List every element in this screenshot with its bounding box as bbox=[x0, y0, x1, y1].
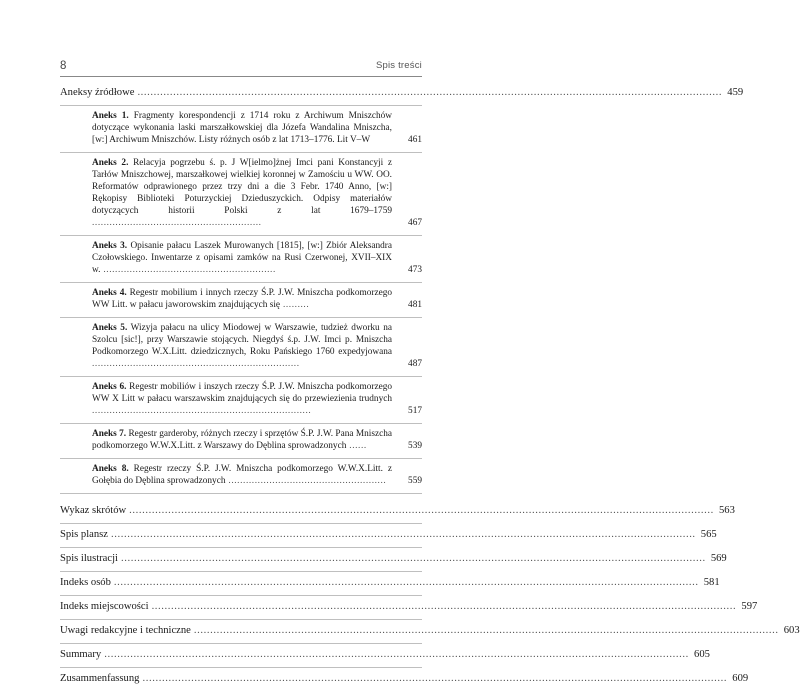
toc-entry-title: Summary bbox=[60, 649, 102, 660]
annex-title: Fragmenty korespondencji z 1714 roku z Archiwum Mniszchów dotyczące wykonania laski marszałkowskiej dla Józefa Wandalina Mniszcha, [w:] Archiwum Mniszchów. Listy różnych osób z lat 1713–1776. Lit V–W bbox=[92, 111, 392, 145]
page-header bbox=[60, 58, 422, 77]
toc-entry-zusammenfassung[interactable] bbox=[60, 668, 749, 691]
leader-dots: .................................................................................................................................................................................... bbox=[129, 505, 714, 516]
annex-text bbox=[92, 110, 392, 146]
toc-entry-page: 581 bbox=[703, 577, 720, 588]
annex-page: 559 bbox=[408, 476, 422, 486]
leader-dots: .................................................................................................................................................................................... bbox=[113, 577, 699, 588]
annex-title: Regestr rzeczy Ś.P. J.W. Mniszcha podkomorzego W.W.X.Litt. z Gołębia do Dęblina sprowadzonych bbox=[92, 464, 392, 486]
annex-text: Aneks 6. Regestr mobiliów i inszych rzeczy Ś.P. J.W. Mniszcha podkomorzego WW X Litt w pałacu warszawskim znajdujących się do przewiezienia trudnych ........................................................................... bbox=[92, 382, 393, 416]
toc-entry-aneksy[interactable] bbox=[60, 82, 744, 106]
toc-entry-title: Aneksy źródłowe bbox=[60, 87, 135, 98]
annex-text: Aneks 4. Regestr mobilium i innych rzeczy Ś.P. J.W. Mniszcha podkomorzego WW Litt. w pałacu jaworowskim znajdujących się ......... bbox=[92, 288, 392, 310]
toc-entry-spis-ilustracji[interactable] bbox=[60, 548, 727, 572]
annex-text: Aneks 5. Wizyja pałacu na ulicy Miodowej w Warszawie, tudzież dworku na Szolcu [sic!], przy Warszawie stojących. Niegdyś ś.p. J.W. Imci p. Mniszcha Podkomorzego W.X.Litt. dziedzicznych, Roku Pańskiego 1760 expedyjowana ....................................................................... bbox=[92, 323, 392, 369]
leader-dots: .................................................................................................................................................................................... bbox=[142, 673, 728, 684]
annex-text: Aneks 3. Opisanie pałacu Laszek Murowanych [1815], [w:] Zbiór Aleksandra Czołowskiego. Inwentarze z opisami zamków na Rusi Czerwonej, XVII–XIX w. ........................................................... bbox=[92, 241, 392, 275]
annex-page: 467 bbox=[408, 218, 422, 228]
annex-entry-4[interactable] bbox=[60, 283, 422, 318]
annex-title: Opisanie pałacu Laszek Murowanych [1815], [w:] Zbiór Aleksandra Czołowskiego. Inwentarze z opisami zamków na Rusi Czerwonej, XVII–XIX w. bbox=[92, 241, 392, 275]
toc-entry-title: Wykaz skrótów bbox=[60, 505, 127, 516]
annex-label: Aneks 7. bbox=[92, 429, 127, 439]
annex-entry-3[interactable] bbox=[60, 236, 422, 283]
leader-dots: .................................................................................................................................................................................... bbox=[193, 625, 779, 636]
annex-label: Aneks 1. bbox=[92, 111, 129, 121]
annex-title: Regestr mobiliów i inszych rzeczy Ś.P. J.W. Mniszcha podkomorzego WW X Litt w pałacu warszawskim znajdujących się do przewiezienia trudnych bbox=[92, 382, 393, 404]
annex-page: 473 bbox=[408, 265, 422, 275]
annex-entry-6[interactable] bbox=[60, 377, 422, 424]
toc-entry-title: Indeks miejscowości bbox=[60, 601, 149, 612]
leader-dots: .................................................................................................................................................................................... bbox=[120, 553, 706, 564]
annex-label: Aneks 8. bbox=[92, 464, 129, 474]
annex-text: Aneks 8. Regestr rzeczy Ś.P. J.W. Mniszcha podkomorzego W.W.X.Litt. z Gołębia do Dęblina sprowadzonych ...................................................... bbox=[92, 464, 392, 486]
toc-entry-summary[interactable] bbox=[60, 644, 710, 668]
leader-dots: .................................................................................................................................................................................... bbox=[151, 601, 737, 612]
toc-entry-page: 565 bbox=[700, 529, 717, 540]
toc-entry-page: 569 bbox=[710, 553, 727, 564]
annex-page: 539 bbox=[408, 441, 422, 451]
leader-dots: .................................................................................................................................................................................... bbox=[104, 649, 689, 660]
annex-page: 487 bbox=[408, 359, 422, 369]
toc-entry-title: Indeks osób bbox=[60, 577, 111, 588]
toc-entry-uwagi[interactable] bbox=[60, 620, 800, 644]
toc-entry-title: Spis plansz bbox=[60, 529, 108, 540]
annex-entry-1[interactable] bbox=[60, 106, 422, 153]
running-head: Spis treści bbox=[375, 60, 422, 71]
annex-entry-5[interactable] bbox=[60, 318, 422, 377]
annex-entry-8[interactable] bbox=[60, 459, 422, 494]
leader-dots: .................................................................................................................................................................................... bbox=[137, 87, 723, 98]
annex-page: 481 bbox=[408, 300, 422, 310]
annex-label: Aneks 5. bbox=[92, 323, 128, 333]
annex-title: Wizyja pałacu na ulicy Miodowej w Warszawie, tudzież dworku na Szolcu [sic!], przy Warszawie stojących. Niegdyś ś.p. J.W. Imci p. Mniszcha Podkomorzego W.X.Litt. dziedzicznych, Roku Pańskiego 1760 expedyjowana bbox=[92, 323, 392, 357]
annex-text: Aneks 2. Relacyja pogrzebu ś. p. J W[ielmo]żnej Imci pani Konstancyji z Tarłów Mniszchowej, marszałkowej wielkiej koronnej w Zamościu u WW. OO. Reformatów odprawionego przez trzy dni a die 3 Febr. 1740 Anno, [w:] Rękopisy Biblioteki Poturzyckiej Dzieduszyckich. Odpisy materiałów dotyczących historii Polski z lat 1679–1759 .......................................................... bbox=[92, 158, 392, 228]
toc-entry-page: 459 bbox=[727, 87, 744, 98]
toc-entry-page: 609 bbox=[732, 673, 749, 684]
annex-text: Aneks 7. Regestr garderoby, różnych rzeczy i sprzętów Ś.P. J.W. Pana Mniszcha podkomorzego W.W.X.Litt. z Warszawy do Dęblina sprowadzonych ...... bbox=[92, 429, 392, 451]
annex-page: 517 bbox=[408, 406, 422, 416]
toc-entry-title: Spis ilustracji bbox=[60, 553, 118, 564]
annex-title: Regestr mobilium i innych rzeczy Ś.P. J.W. Mniszcha podkomorzego WW Litt. w pałacu jaworowskim znajdujących się bbox=[92, 288, 392, 310]
annex-title: Regestr garderoby, różnych rzeczy i sprzętów Ś.P. J.W. Pana Mniszcha podkomorzego W.W.X.Litt. z Warszawy do Dęblina sprowadzonych bbox=[92, 429, 392, 451]
page-number: 8 bbox=[60, 60, 67, 72]
annex-entry-2[interactable] bbox=[60, 153, 422, 236]
toc-entry-page: 605 bbox=[694, 649, 710, 660]
toc-entry-title: Uwagi redakcyjne i techniczne bbox=[60, 625, 191, 636]
annex-title: Relacyja pogrzebu ś. p. J W[ielmo]żnej Imci pani Konstancyji z Tarłów Mniszchowej, marszałkowej wielkiej koronnej w Zamościu u WW. OO. Reformatów odprawionego przez trzy dni a die 3 Febr. 1740 Anno, [w:] Rękopisy Biblioteki Poturzyckiej Dzieduszyckich. Odpisy materiałów dotyczących historii Polski z lat 1679–1759 bbox=[92, 158, 392, 216]
annex-label: Aneks 4. bbox=[92, 288, 127, 298]
annex-label: Aneks 2. bbox=[92, 158, 129, 168]
leader-dots: .................................................................................................................................................................................... bbox=[110, 529, 696, 540]
toc-entry-indeks-miejscowosci[interactable] bbox=[60, 596, 758, 620]
toc-entry-title: Zusammenfassung bbox=[60, 673, 140, 684]
toc-entry-wykaz-skrotow[interactable] bbox=[60, 500, 735, 524]
annex-label: Aneks 6. bbox=[92, 382, 127, 392]
toc-entry-page: 603 bbox=[783, 625, 800, 636]
annex-page: 461 bbox=[408, 135, 422, 145]
toc-entry-spis-plansz[interactable] bbox=[60, 524, 717, 548]
toc-entry-page: 563 bbox=[718, 505, 735, 516]
annex-entry-7[interactable] bbox=[60, 424, 422, 459]
table-of-contents bbox=[60, 82, 800, 691]
toc-entry-indeks-osob[interactable] bbox=[60, 572, 720, 596]
annex-label: Aneks 3. bbox=[92, 241, 128, 251]
toc-entry-page: 597 bbox=[741, 601, 758, 612]
